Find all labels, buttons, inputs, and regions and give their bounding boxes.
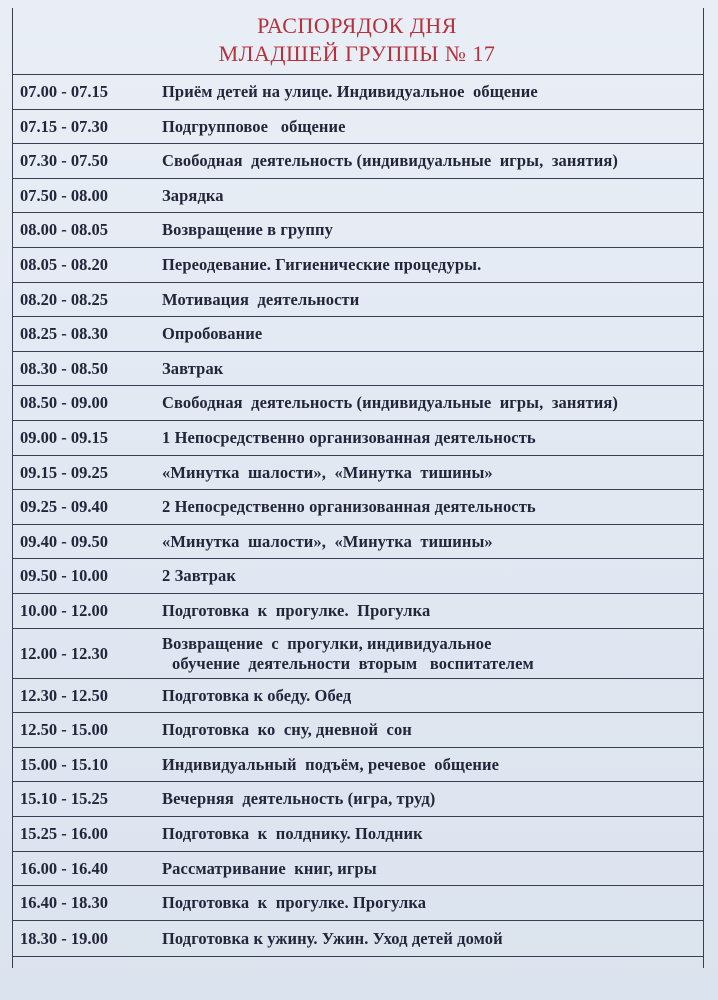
schedule-activity	[162, 817, 698, 851]
schedule-activity-text: 1 Непосредственно организованная деятельность	[162, 428, 536, 447]
schedule-activity	[162, 748, 698, 781]
schedule-row	[12, 679, 704, 713]
schedule-time: 10.00 - 12.00	[20, 601, 108, 620]
schedule-row	[12, 782, 704, 817]
schedule-row	[12, 490, 704, 525]
schedule-activity	[162, 679, 698, 712]
schedule-row	[12, 817, 704, 852]
schedule-activity-text: Свободная деятельность (индивидуальные игры, занятия)	[162, 151, 618, 170]
schedule-activity-text: «Минутка шалости», «Минутка тишины»	[162, 462, 493, 482]
schedule-row	[12, 179, 704, 213]
schedule-activity-text: Возвращение с прогулки, индивидуальное	[162, 633, 492, 653]
schedule-activity-text: Переодевание. Гигиенические процедуры.	[162, 255, 482, 274]
schedule-time: 09.00 - 09.15	[20, 428, 108, 447]
schedule-activity-text: Подгрупповое общение	[162, 116, 346, 136]
schedule-activity	[162, 386, 698, 420]
schedule-time: 07.00 - 07.15	[20, 82, 108, 101]
schedule-time: 15.10 - 15.25	[20, 789, 108, 808]
schedule-row	[12, 921, 704, 957]
schedule-activity-text: Подготовка к обеду. Обед	[162, 685, 352, 705]
schedule-activity-text: Подготовка ко сну, дневной сон	[162, 720, 412, 739]
schedule-row	[12, 144, 704, 179]
schedule-row	[12, 748, 704, 782]
schedule-time: 09.40 - 09.50	[20, 531, 108, 551]
schedule-row	[12, 456, 704, 490]
schedule-activity	[162, 421, 698, 455]
schedule-row	[12, 886, 704, 921]
schedule-row	[12, 110, 704, 144]
schedule-activity-text: 2 Непосредственно организованная деятельность	[162, 497, 536, 516]
schedule-row	[12, 248, 704, 283]
schedule-time: 16.00 - 16.40	[20, 858, 108, 878]
schedule-activity-text: Подготовка к прогулке. Прогулка	[162, 601, 431, 620]
schedule-time: 16.40 - 18.30	[20, 893, 108, 912]
schedule-activity	[162, 852, 698, 885]
schedule-activity-text: Подготовка к полднику. Полдник	[162, 824, 423, 843]
schedule-time: 07.50 - 08.00	[20, 185, 108, 205]
schedule-row	[12, 317, 704, 352]
schedule-time: 08.50 - 09.00	[20, 393, 108, 412]
schedule-row	[12, 421, 704, 456]
schedule-activity-text: «Минутка шалости», «Минутка тишины»	[162, 531, 493, 551]
schedule-activity	[162, 886, 698, 920]
schedule-time: 12.50 - 15.00	[20, 720, 108, 739]
schedule-activity-text: Свободная деятельность (индивидуальные игры, занятия)	[162, 393, 618, 412]
schedule-time: 12.00 - 12.30	[20, 643, 108, 663]
schedule-time: 09.15 - 09.25	[20, 462, 108, 482]
schedule-row	[12, 594, 704, 629]
schedule-activity	[162, 213, 698, 247]
schedule-row	[12, 386, 704, 421]
schedule-activity	[162, 713, 698, 747]
schedule-activity-text: Зарядка	[162, 185, 224, 205]
schedule-activity	[162, 317, 698, 351]
schedule-activity	[162, 283, 698, 316]
schedule-activity	[162, 525, 698, 558]
schedule-activity-text: Мотивация деятельности	[162, 289, 360, 309]
schedule-time: 07.15 - 07.30	[20, 116, 108, 136]
schedule-activity	[162, 352, 698, 385]
schedule-time: 15.00 - 15.10	[20, 754, 108, 774]
schedule-activity	[162, 179, 698, 212]
schedule-activity	[162, 629, 698, 678]
schedule-time: 15.25 - 16.00	[20, 824, 108, 843]
schedule-row	[12, 559, 704, 594]
schedule-activity-text: Приём детей на улице. Индивидуальное общение	[162, 82, 538, 101]
schedule-activity	[162, 559, 698, 593]
schedule-activity	[162, 921, 698, 956]
page-title	[12, 6, 702, 72]
schedule-activity	[162, 110, 698, 143]
schedule-activity-text: Рассматривание книг, игры	[162, 858, 377, 878]
schedule-time: 08.05 - 08.20	[20, 255, 108, 274]
schedule-activity	[162, 248, 698, 282]
schedule-row	[12, 713, 704, 748]
schedule-row	[12, 283, 704, 317]
schedule-activity-text: Опробование	[162, 324, 263, 343]
schedule-activity	[162, 75, 698, 109]
schedule-time: 18.30 - 19.00	[20, 928, 108, 948]
schedule-time: 12.30 - 12.50	[20, 685, 108, 705]
schedule-activity-text: Индивидуальный подъём, речевое общение	[162, 754, 500, 774]
schedule-row	[12, 352, 704, 386]
schedule-activity	[162, 144, 698, 178]
title-line-1: РАСПОРЯДОК ДНЯ	[257, 13, 457, 38]
schedule-time: 08.20 - 08.25	[20, 289, 108, 309]
schedule-activity	[162, 782, 698, 816]
schedule-time: 08.25 - 08.30	[20, 324, 108, 343]
schedule-activity-text-line-2: обучение деятельности вторым воспитателем	[172, 653, 534, 673]
schedule-activity-text: Вечерняя деятельность (игра, труд)	[162, 789, 436, 808]
schedule-row	[12, 75, 704, 110]
schedule-activity-text: Подготовка к прогулке. Прогулка	[162, 893, 427, 912]
schedule-activity-text: Подготовка к ужину. Ужин. Уход детей домой	[162, 928, 503, 948]
schedule-activity	[162, 456, 698, 489]
schedule-time: 08.30 - 08.50	[20, 358, 108, 378]
schedule-row	[12, 213, 704, 248]
schedule-time: 08.00 - 08.05	[20, 220, 108, 239]
schedule-row	[12, 629, 704, 679]
schedule-table	[12, 74, 704, 957]
schedule-row	[12, 852, 704, 886]
schedule-activity	[162, 490, 698, 524]
schedule-time: 09.25 - 09.40	[20, 497, 108, 516]
schedule-activity	[162, 594, 698, 628]
schedule-row	[12, 525, 704, 559]
title-line-2: МЛАДШЕЙ ГРУППЫ № 17	[218, 41, 496, 66]
schedule-time: 09.50 - 10.00	[20, 566, 108, 585]
schedule-activity-text: Завтрак	[162, 358, 224, 378]
schedule-time: 07.30 - 07.50	[20, 151, 108, 170]
schedule-activity-text: Возвращение в группу	[162, 220, 333, 239]
schedule-activity-text: 2 Завтрак	[162, 566, 236, 585]
